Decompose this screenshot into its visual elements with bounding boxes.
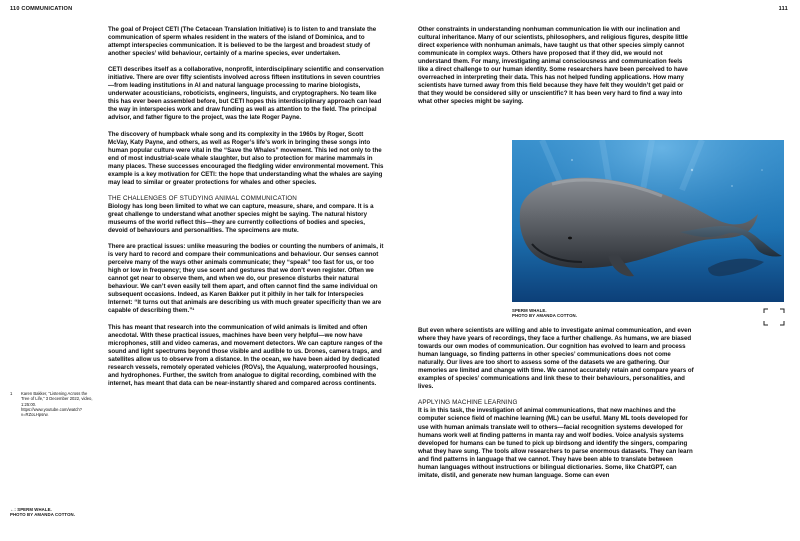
sperm-whale-photo: [512, 140, 784, 302]
paragraph-ceti-description: CETI describes itself as a collaborative, nonprofit, interdisciplinary scientific and conservation initiative. There are over fifty scientists involved across fifteen institutions in seven countries—from leading institutions in AI and natural language processing to marine biologists, underwater acousticians, roboticists, engineers, linguists, and cryptographers. No team like this has ever been assembled before, but CETI hopes this interdisciplinary approach can lead the way in interspecies work and draw funding as well as attention to the field. The principal advisor, and father figure to the project, was the late Roger Payne.: [108, 66, 384, 122]
footnote-text: Karen Bakker, “Listening Across the Tree of Life,” 3 December 2022, video, 1:25:00. https://www.youtube.com/watch?v=RZoLHpsrw.: [21, 391, 93, 418]
paragraph-machine-learning: It is in this task, the investigation of animal communications, that new machines and the computer science field of machine learning (ML) can be useful. Many ML tools developed for use with human animals translate well to others—facial recognition systems developed for humans work well at finding patterns in manta ray and wolf bodies. Voice analysis systems developed for humans can be tuned to pick up birdsong and identify the singers, comparing what they have sung. The tools allow researchers to parse enormous datasets. They can learn and find patterns in language that we cannot. They have been able to translate between human languages without instructions or bilingual dictionaries. Some, like ChatGPT, can imitate, distil, and generate new human language. Some can even: [418, 407, 693, 479]
paragraph-research-machines: This has meant that research into the communication of wild animals is limited and often anecdotal. With these practical issues, machines have been very helpful—we now have microphones, still and video cameras, and movement detectors. We can capture ranges of the sound and light spectrums beyond those visible and audible to us. Drones, camera traps, and satellites allow us to observe from a distance. In the ocean, we have been aided by dedicated research vessels, remotely operated vehicles (ROVs), the Aqualung, waterproofed housings, and hydrophones. Further, the switch from analogue to digital recording, combined with the internet, has meant that data can be near-instantly shared and compared across continents.: [108, 323, 383, 387]
paragraph-human-bias: But even where scientists are willing and able to investigate animal communication, and even where they have years of recordings, they face a further challenge. As humans, we are biased towards our own modes of communication. Our cognition has evolved to learn and process human language, so finding patterns in other species’ communications does not come naturally. Our lives are too short to assess some of the datasets we are gathering. Our memories are limited and change with time. We cannot accurately retain and compare years of examples of species’ communications and link these to their behaviours, personalities, and lives.: [418, 327, 694, 391]
left-page-body: [108, 26, 384, 388]
whale-eye: [568, 237, 572, 240]
footnote-number: 1: [10, 391, 13, 396]
paragraph-practical-issues: There are practical issues: unlike measuring the bodies or counting the numbers of animals, it is very hard to record and compare their communications and behaviour. Our senses cannot perceive many of the ways other animals communicate; they “speak” too fast for us, or too high or low in frequency; they use scent and gestures that we don’t even register. Often we cannot get near to observe them, and when we do, our presence disturbs their natural behaviour. We can’t even easily tell them apart, and often cannot find the same individual on subsequent occasions. Indeed, as Karen Bakker put it pithily in her talk for Interspecies Internet: “It turns out that animals are describing us with much greater specificity than we are capable of describing them.”¹: [108, 243, 384, 315]
right-photo-caption: [512, 308, 632, 319]
right-page-top-text: [418, 26, 694, 106]
crop-marks-icon: [763, 308, 785, 326]
paragraph-ceti-goal: The goal of Project CETI (The Cetacean Translation Initiative) is to listen to and translate the communication of sperm whales resident in the waters of the island of Dominica, and to attempt interspecies communication. It is believed to be the largest and broadest study of another species’ wild behaviour, certainly of a marine species, ever undertaken.: [108, 26, 377, 58]
right-page-bottom-text: [418, 327, 694, 480]
left-photo-caption: [10, 507, 130, 518]
right-caption-credit: PHOTO BY AMANDA COTTON.: [512, 313, 578, 319]
right-caption-title: SPERM WHALE.: [512, 308, 547, 313]
sperm-whale-illustration: [512, 140, 784, 302]
paragraph-biology-limits: Biology has long been limited to what we can capture, measure, share, and compare. It is a great challenge to understand what another species might be saying. The natural history museums of the world reflect this—they are currently collections of bodies and species, devoid of behaviours and personalities. The specimens are mute.: [108, 202, 374, 235]
left-page-folio: 110 COMMUNICATION: [10, 6, 73, 12]
left-caption-title: ←: SPERM WHALE.: [10, 507, 52, 512]
right-page-folio: 111: [778, 6, 788, 12]
left-caption-credit: PHOTO BY AMANDA COTTON.: [10, 512, 76, 518]
paragraph-other-constraints: Other constraints in understanding nonhuman communication lie with our inclination and cultural inheritance. Many of our scientists, philosophers, and religious figures, despite little direct experience with nonhuman animals, have taught us that other species simply cannot communicate in complex ways. Others have proposed that if they did, we would not understand them. For many, investigating animal consciousness and communication feels like a direct challenge to our human identity. Some researchers have been perceived to have overreached in interpreting their data. This has not helped funding applications. How many scientists have turned away from this field because they have felt they wouldn’t get paid or that they would be considered silly or unscientific? It has been very hard to find a way into what other species might be saying.: [418, 26, 688, 106]
paragraph-humpback-discovery: The discovery of humpback whale song and its complexity in the 1960s by Roger, Scott McVay, Katy Payne, and others, as well as Roger’s life’s work in bringing these songs into human popular culture were vital in the “Save the Whales” movement. This led not only to the end of most industrial-scale whale slaughter, but also to protection for marine mammals in many places. These successes encouraged the fledgling wider environmental movement. This example is a key motivation for CETI: the hope that understanding what the whales are saying may lead to similar or greater protections for whales and other species.: [108, 130, 384, 186]
footnote: [10, 391, 94, 417]
section-heading-challenges: THE CHALLENGES OF STUDYING ANIMAL COMMUNICATION: [108, 194, 297, 202]
section-heading-machine-learning: APPLYING MACHINE LEARNING: [418, 399, 518, 407]
